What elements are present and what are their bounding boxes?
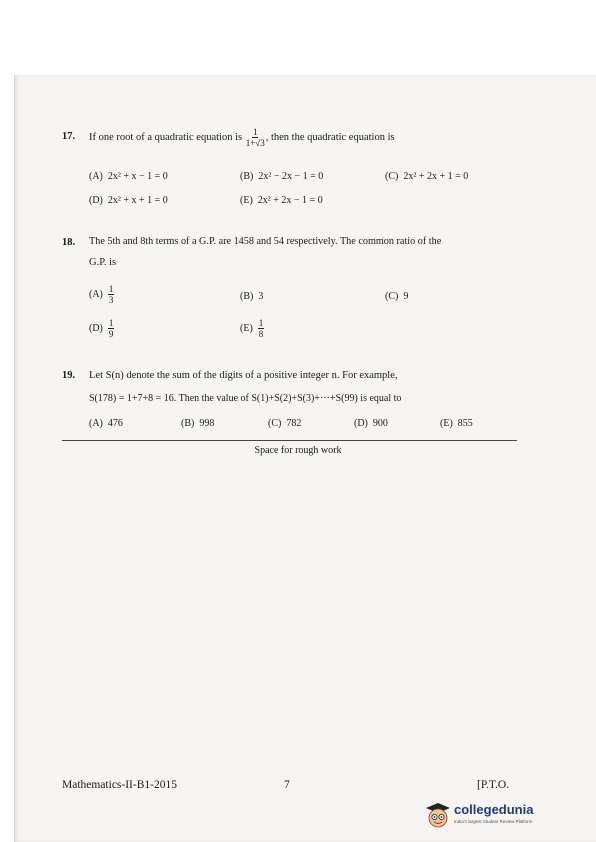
option-d[interactable]: (D) 900 xyxy=(354,418,388,429)
question-text: Let S(n) denote the sum of the digits of a positive integer n. For example, xyxy=(89,370,398,381)
logo-tagline: India's largest Student Review Platform xyxy=(454,819,533,824)
option-d[interactable]: (D) 2x² + x + 1 = 0 xyxy=(89,195,168,206)
option-d[interactable]: (D) $\frac{1}{9}$ xyxy=(89,318,114,339)
question-text-cont: G.P. is xyxy=(89,257,117,268)
logo-name: collegedunia xyxy=(454,802,534,817)
option-a[interactable]: (A) 2x² + x − 1 = 0 xyxy=(89,171,168,182)
divider-line xyxy=(62,440,517,441)
option-b[interactable]: (B) 2x² − 2x − 1 = 0 xyxy=(240,171,324,182)
rough-work-label: Space for rough work xyxy=(254,445,342,456)
option-b[interactable]: (B) 998 xyxy=(181,418,215,429)
question-number: 17. xyxy=(62,131,76,142)
option-c[interactable]: (C) 782 xyxy=(268,418,302,429)
option-e[interactable]: (E) 855 xyxy=(440,418,473,429)
question-text: If one root of a quadratic equation is $\frac{1}{1+√3}$ , then the quadratic equation is xyxy=(89,127,395,149)
mascot-icon xyxy=(424,800,452,832)
option-e[interactable]: (E) 2x² + 2x − 1 = 0 xyxy=(240,195,323,206)
page-number: 7 xyxy=(284,779,290,791)
option-a[interactable]: (A) $\frac{1}{3}$ xyxy=(89,284,114,305)
root-fraction: $\frac{1}{1+√3}$ xyxy=(245,127,265,149)
question-text: The 5th and 8th terms of a G.P. are 1458 and 54 respectively. The common ratio of the xyxy=(89,236,442,247)
option-b[interactable]: (B) 3 xyxy=(240,291,264,302)
pto-label: [P.T.O. xyxy=(477,779,510,791)
option-c[interactable]: (C) 2x² + 2x + 1 = 0 xyxy=(385,171,469,182)
option-e[interactable]: (E) $\frac{1}{8}$ xyxy=(240,318,264,339)
option-a[interactable]: (A) 476 xyxy=(89,418,123,429)
option-c[interactable]: (C) 9 xyxy=(385,291,409,302)
paper-code: Mathematics-II-B1-2015 xyxy=(62,779,177,791)
question-number: 18. xyxy=(62,237,76,248)
question-number: 19. xyxy=(62,370,76,381)
collegedunia-logo xyxy=(424,800,564,834)
question-text-cont: S(178) = 1+7+8 = 16. Then the value of S(1)+S(2)+S(3)+···+S(99) is equal to xyxy=(89,393,402,404)
paper-page xyxy=(14,75,596,842)
